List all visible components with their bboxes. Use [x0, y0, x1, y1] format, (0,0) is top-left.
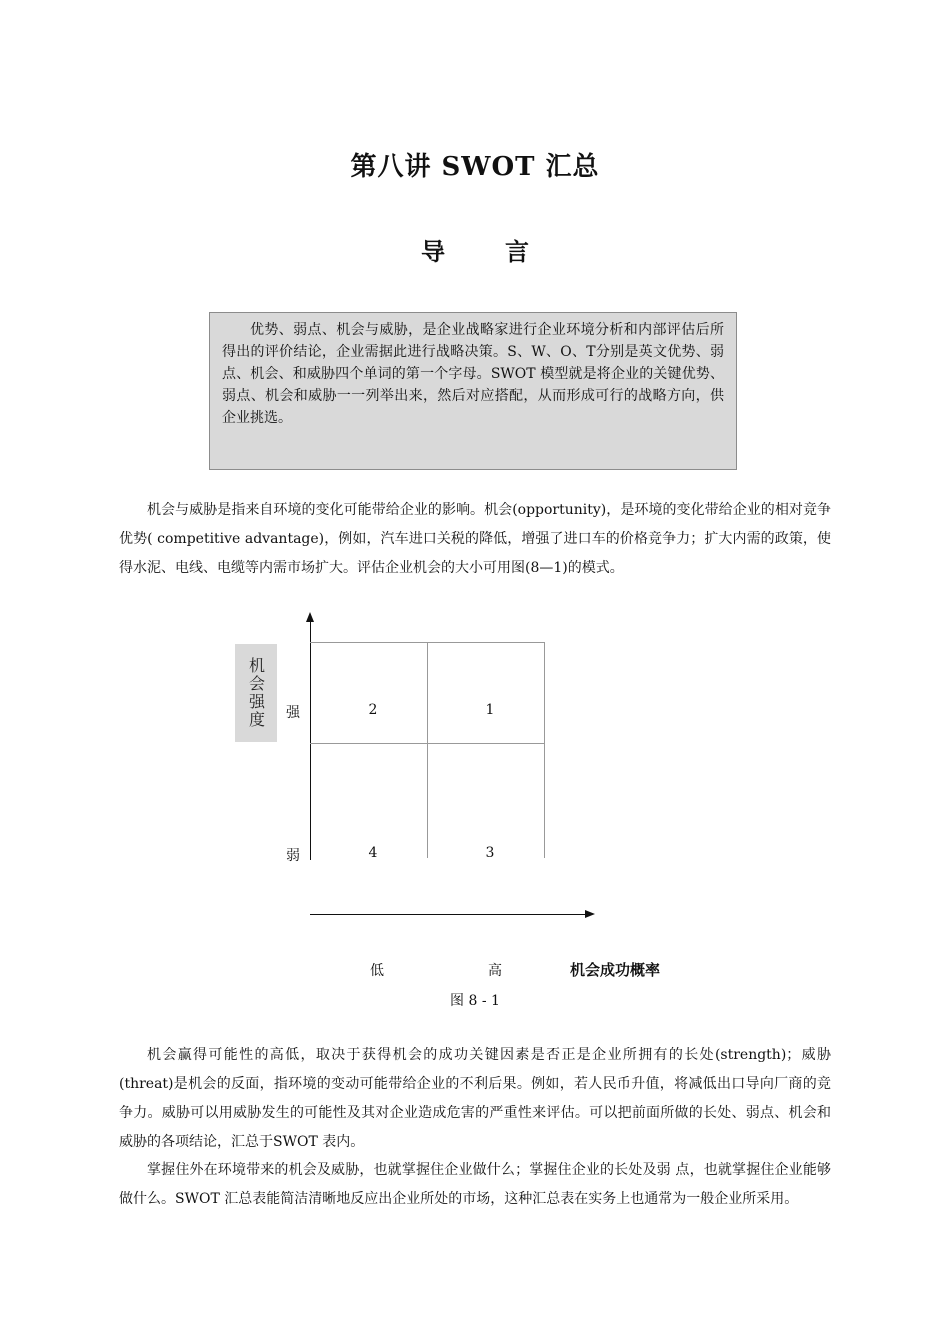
cell-bottom-right: 3	[485, 845, 495, 861]
paragraph-summary: 掌握住外在环境带来的机会及威胁，也就掌握住企业做什么；掌握住企业的长处及弱 点，也就掌握住企业能够做什么。SWOT 汇总表能简洁清晰地反应出企业所处的市场，这种汇总表在实务上也通常为一般企业所采用。	[119, 1162, 831, 1207]
page-title: 第八讲 SWOT 汇总	[350, 152, 600, 182]
y-axis-line	[310, 622, 311, 860]
x-axis-title: 机会成功概率	[570, 961, 661, 979]
y-axis-title: 机会强度	[235, 644, 277, 742]
x-label-low: 低	[370, 963, 384, 979]
grid-line-right	[544, 642, 545, 858]
x-label-high: 高	[488, 963, 502, 979]
paragraph-opportunity: 机会与威胁是指来自环境的变化可能带给企业的影响。机会(opportunity)，是环境的变化带给企业的相对竞争优势( competitive advantage)，例如，汽车进口关税的降低，增强了进口车的价格竞争力；扩大内需的政策，使得水泥、电线、电缆等内需市场扩大。评估企业机会的大小可用图(8—1)的模式。	[119, 502, 831, 576]
x-axis-arrow-icon	[585, 910, 595, 918]
x-axis-line	[310, 914, 586, 915]
y-label-weak: 弱	[286, 848, 300, 864]
figure-caption: 图 8 - 1	[450, 993, 500, 1009]
cell-top-left: 2	[368, 702, 378, 718]
y-label-strong: 强	[286, 705, 300, 721]
cell-top-right: 1	[485, 702, 495, 718]
grid-line-vertical-middle	[427, 642, 428, 858]
intro-text-box: 优势、弱点、机会与威胁，是企业战略家进行企业环境分析和内部评估后所得出的评价结论，企业需据此进行战略决策。S、W、O、T分别是英文优势、弱点、机会、和威胁四个单词的第一个字母。SWOT 模型就是将企业的关键优势、弱点、机会和威胁一一列举出来，然后对应搭配，从而形成可行的战略方向，供企业挑选。	[209, 312, 737, 470]
cell-bottom-left: 4	[368, 845, 378, 861]
y-axis-arrow-icon	[306, 612, 314, 622]
paragraph-threat: 机会赢得可能性的高低，取决于获得机会的成功关键因素是否正是企业所拥有的长处(strength)；威胁(threat)是机会的反面，指环境的变动可能带给企业的不利后果。例如，若人民币升值，将减低出口导向厂商的竞争力。威胁可以用威胁发生的可能性及其对企业造成危害的严重性来评估。可以把前面所做的长处、弱点、机会和威胁的各项结论，汇总于SWOT 表内。	[119, 1047, 831, 1150]
section-heading: 导言	[421, 237, 589, 266]
